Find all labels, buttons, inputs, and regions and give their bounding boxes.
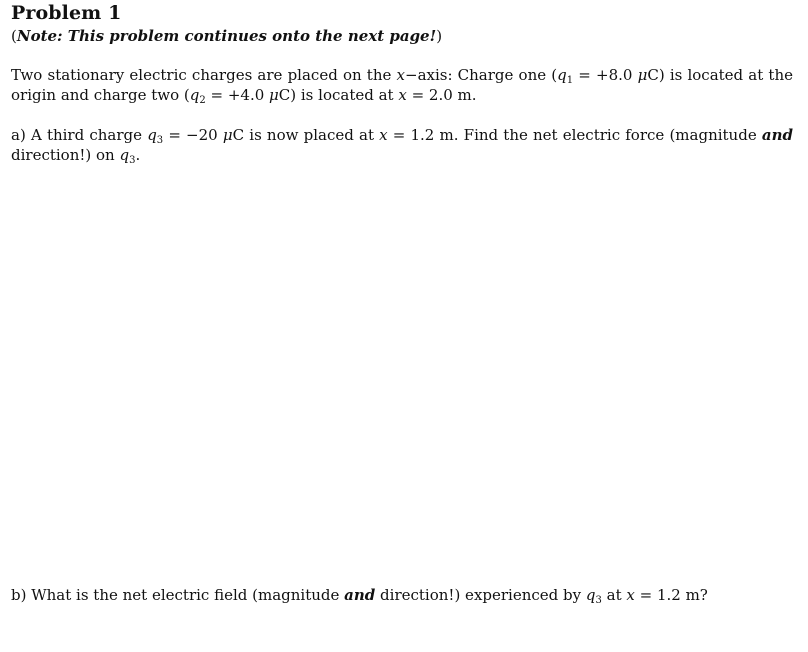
note-text: Note: This problem continues onto the next page! [16,27,437,45]
math-var: x [626,586,635,604]
math-var: μ [222,126,233,144]
text-run: = 2.0 m. [406,86,477,104]
subscript: 3 [595,595,602,606]
subscript: 1 [566,75,574,86]
text-run: = 1.2 m. Find the net electric force (magnitude [387,126,762,144]
text-run: direction!) experienced by [375,586,586,604]
note-paren-open: ( [11,27,17,45]
emphasis-and: and [344,586,376,604]
part-a-question [11,125,793,165]
text-run: = −20 [163,126,223,144]
problem-note [11,27,442,45]
math-var: q [557,66,567,84]
text-run: −axis: Charge one ( [405,66,558,84]
math-var: q [147,126,157,144]
subscript: 2 [199,95,206,106]
math-var: q [585,586,596,604]
emphasis-and: and [761,126,793,144]
math-var: μ [269,86,279,104]
text-run: C is now placed at [232,126,380,144]
text-run: direction!) on [11,146,120,164]
subscript: 3 [129,155,136,166]
part-b-question [11,585,793,605]
text-run: C) is located at the origin and charge two ( [11,66,794,104]
math-var: x [396,66,405,84]
text-run: a) A third charge [11,126,148,144]
math-var: x [398,86,407,104]
problem-title: Problem 1 [11,2,122,24]
subscript: 3 [156,135,164,146]
text-run: = +4.0 [205,86,270,104]
text-run: at [601,586,627,604]
text-run: = 1.2 m? [634,586,708,604]
math-var: q [119,146,130,164]
text-run: Two stationary electric charges are placed on the [11,66,397,84]
text-run: b) What is the net electric field (magnitude [11,586,345,604]
math-var: x [379,126,388,144]
math-var: μ [637,66,648,84]
problem-statement [11,65,793,105]
text-run: . [135,146,141,164]
text-run: C) is located at [278,86,399,104]
text-run: = +8.0 [573,66,638,84]
note-paren-close: ) [436,27,443,45]
math-var: q [189,86,200,104]
